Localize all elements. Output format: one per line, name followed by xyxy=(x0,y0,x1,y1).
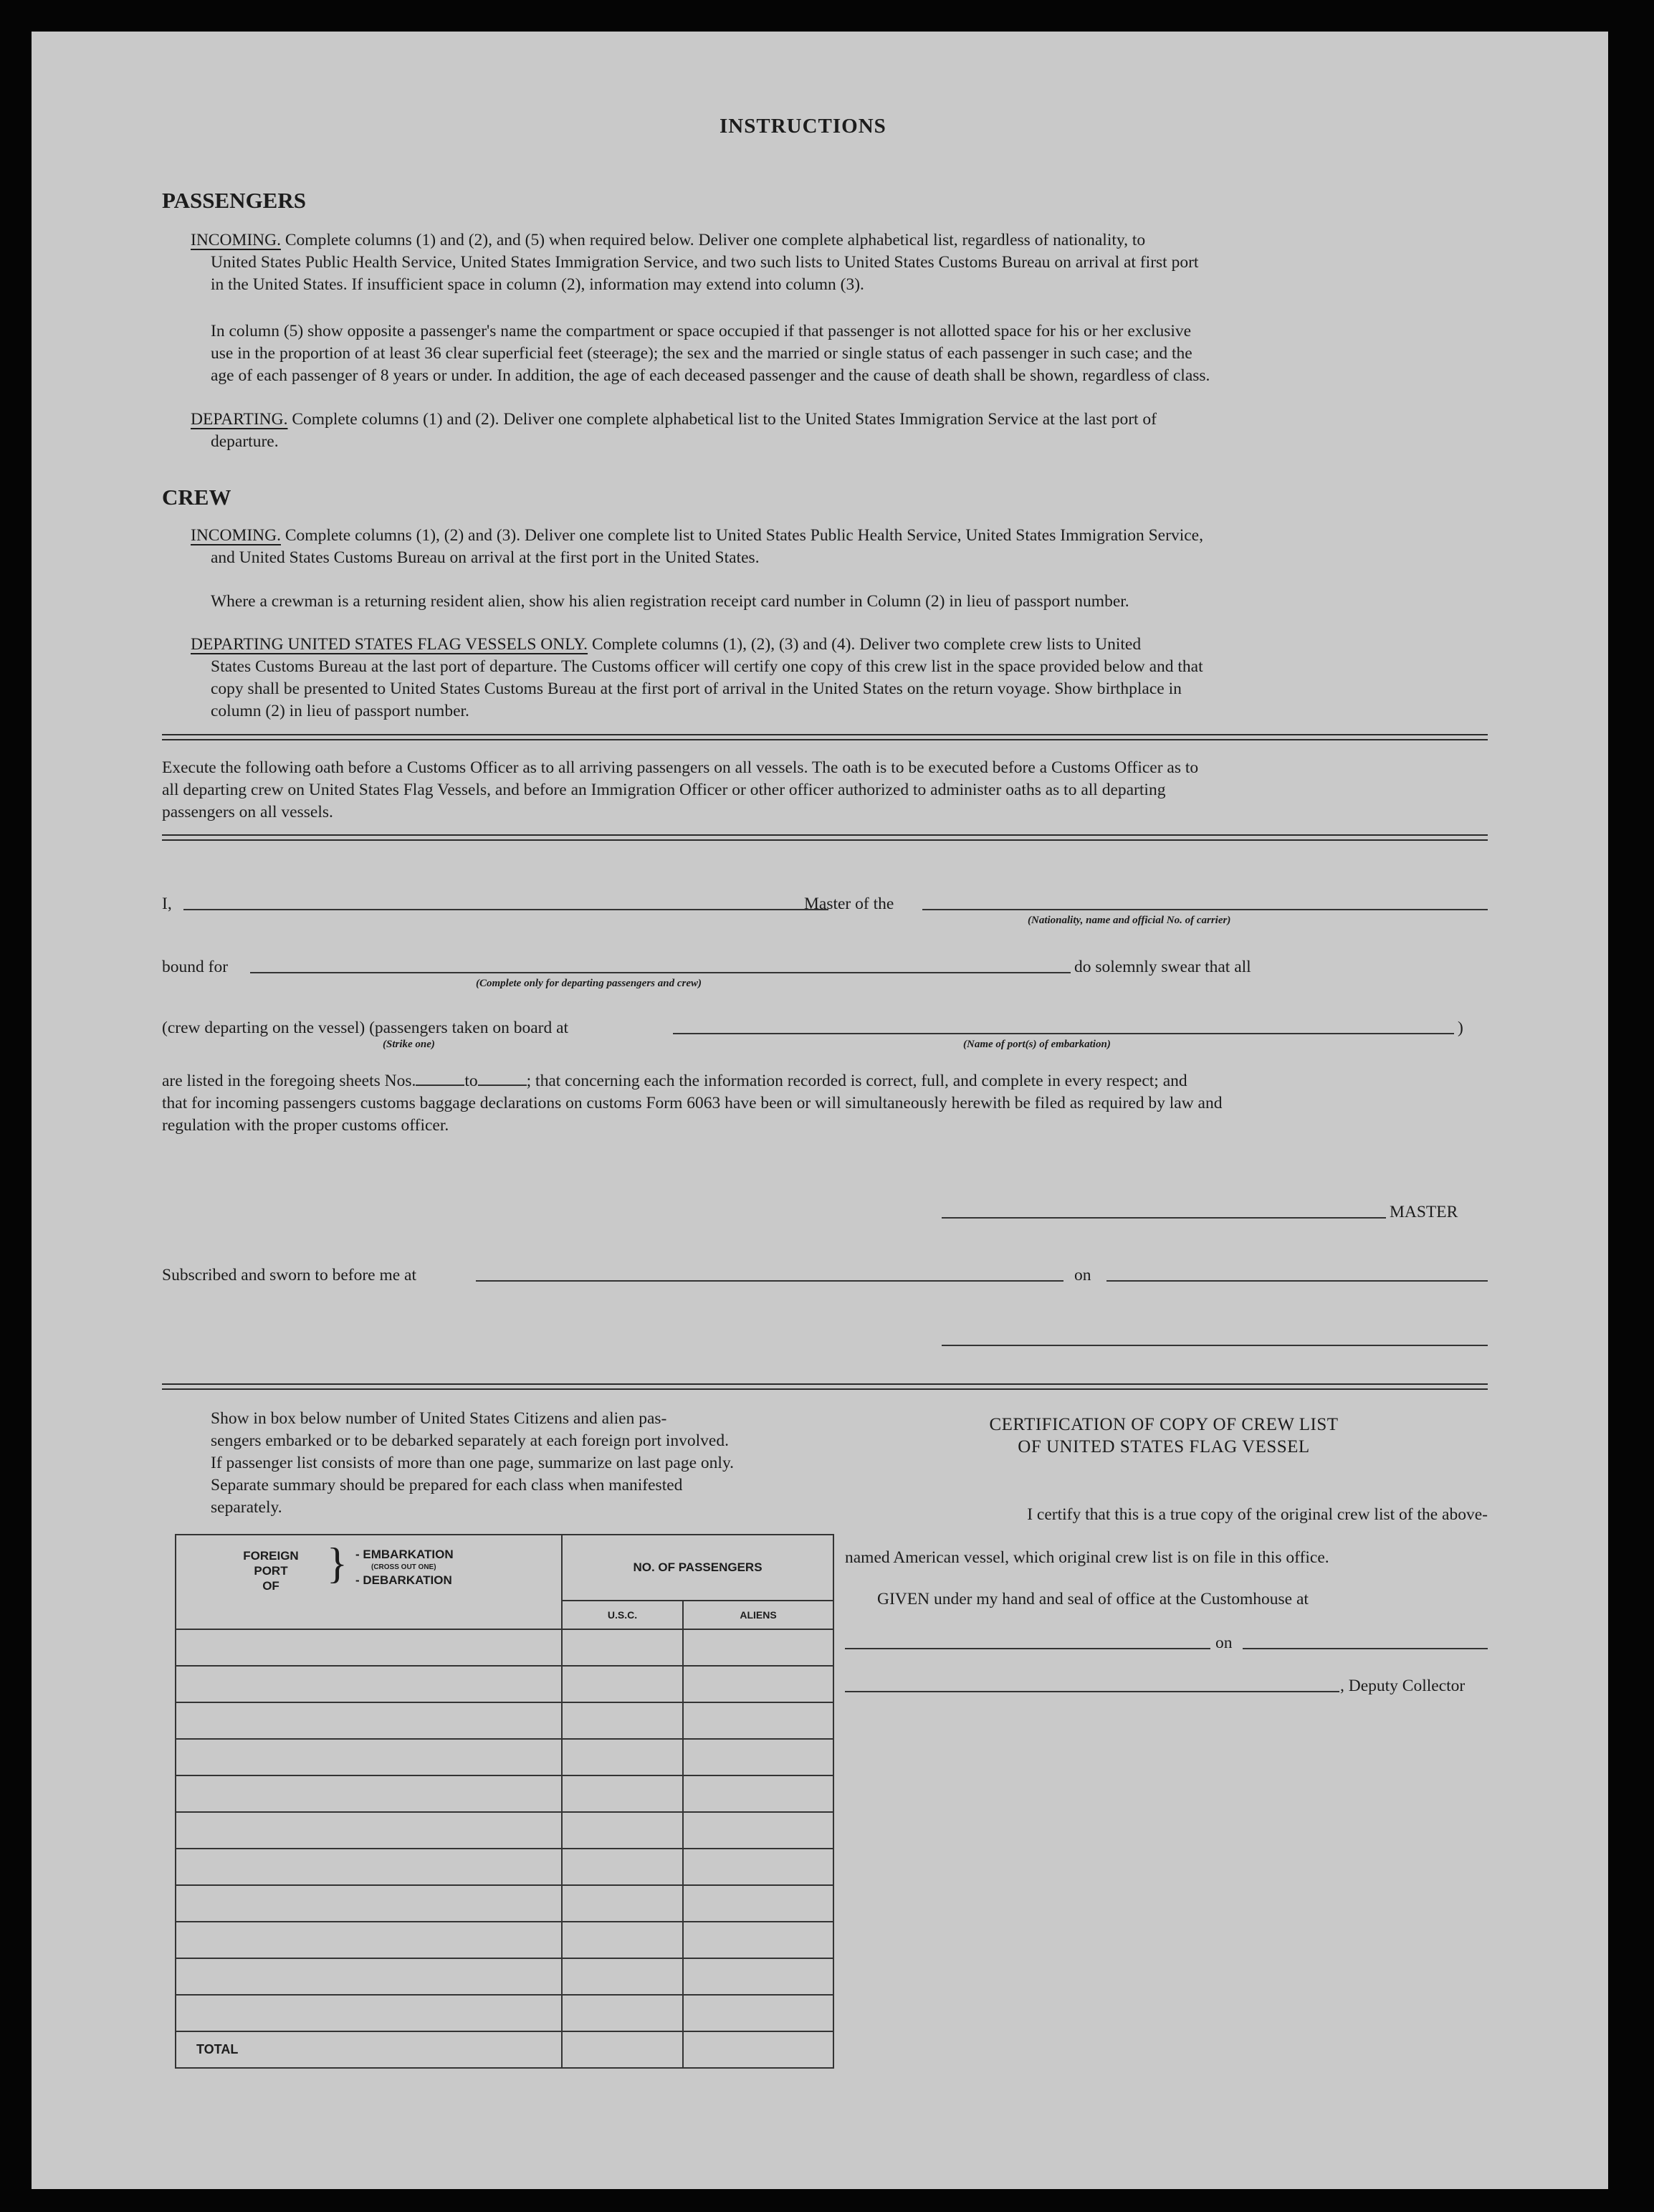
ports-note: (Name of port(s) of embarkation) xyxy=(963,1039,1111,1050)
brace-icon: } xyxy=(327,1540,348,1587)
passengers-heading: PASSENGERS xyxy=(162,188,306,213)
crew-incoming-text-2: and United States Customs Bureau on arrival at the first port in the United States. xyxy=(211,548,760,567)
instructions-title: INSTRUCTIONS xyxy=(720,115,886,138)
section-divider xyxy=(162,734,1488,735)
crew-resident-text: Where a crewman is a returning resident alien, show his alien registration receipt card number in Column (2) in lieu of passport number. xyxy=(211,592,1129,611)
aliens-cell[interactable] xyxy=(683,1995,833,2031)
passengers-departing-line-1 xyxy=(191,409,1157,431)
of-label: OF xyxy=(262,1579,279,1593)
oath-text-1: Execute the following oath before a Customs Officer as to all arriving passengers on all vessels. The oath is to be executed before a Customs Officer as to xyxy=(162,758,1199,777)
section-divider xyxy=(162,1383,1488,1385)
usc-cell[interactable] xyxy=(562,1885,683,1922)
port-cell[interactable] xyxy=(176,1849,562,1885)
port-cell[interactable] xyxy=(176,1629,562,1666)
crew-departing-text-2: States Customs Bureau at the last port of departure. The Customs officer will certify one copy of this crew list in the space provided below and that xyxy=(211,657,1203,676)
summary-text-1: Show in box below number of United States Citizens and alien pas- xyxy=(211,1409,667,1428)
port-cell[interactable] xyxy=(176,1775,562,1812)
no-of-passengers-header: NO. OF PASSENGERS xyxy=(562,1535,833,1601)
crew-departing-label: DEPARTING UNITED STATES FLAG VESSELS ONLY. xyxy=(191,635,588,654)
usc-cell[interactable] xyxy=(562,1775,683,1812)
passengers-departing-label: DEPARTING. xyxy=(191,410,288,429)
crew-heading: CREW xyxy=(162,485,231,510)
port-cell[interactable] xyxy=(176,1812,562,1849)
aliens-cell[interactable] xyxy=(683,1629,833,1666)
officer-signature-field[interactable] xyxy=(942,1345,1488,1346)
aliens-cell[interactable] xyxy=(683,1775,833,1812)
usc-header: U.S.C. xyxy=(562,1601,683,1629)
passenger-summary-table xyxy=(175,1534,834,2069)
subscribed-date-field[interactable] xyxy=(1106,1280,1488,1282)
listed-line-1 xyxy=(162,1070,1187,1092)
close-paren: ) xyxy=(1458,1019,1463,1037)
usc-cell[interactable] xyxy=(562,1958,683,1995)
certification-title-line-2: OF UNITED STATES FLAG VESSEL xyxy=(1018,1437,1310,1457)
master-name-field[interactable] xyxy=(183,909,828,910)
bound-for-field[interactable] xyxy=(250,972,1071,973)
carrier-field[interactable] xyxy=(922,909,1488,910)
crew-incoming-label: INCOMING. xyxy=(191,526,281,545)
aliens-cell[interactable] xyxy=(683,1702,833,1739)
bound-for-label: bound for xyxy=(162,958,229,976)
crew-departing-text-4: column (2) in lieu of passport number. xyxy=(211,702,469,720)
listed-text-1c: ; that concerning each the information recorded is correct, full, and complete in every respect; and xyxy=(526,1072,1187,1090)
aliens-cell[interactable] xyxy=(683,1958,833,1995)
section-divider xyxy=(162,839,1488,841)
strike-one-note: (Strike one) xyxy=(383,1039,435,1050)
certification-title-line-1: CERTIFICATION OF COPY OF CREW LIST xyxy=(989,1415,1339,1434)
port-cell[interactable] xyxy=(176,1885,562,1922)
summary-text-4: Separate summary should be prepared for each class when manifested xyxy=(211,1476,683,1494)
certification-text-2: named American vessel, which original crew list is on file in this office. xyxy=(845,1548,1329,1567)
listed-text-2: that for incoming passengers customs baggage declarations on customs Form 6063 have been or will simultaneously herewith be filed as required by law and xyxy=(162,1094,1223,1112)
aliens-cell[interactable] xyxy=(683,1666,833,1702)
port-cell[interactable] xyxy=(176,1702,562,1739)
sheet-to-field[interactable] xyxy=(478,1084,527,1086)
listed-text-3: regulation with the proper customs officer. xyxy=(162,1116,449,1135)
passengers-departing-text-2: departure. xyxy=(211,432,279,451)
passengers-departing-text-1: Complete columns (1) and (2). Deliver one complete alphabetical list to the United States Immigration Service at the last port of xyxy=(292,410,1157,429)
passengers-incoming-text-2: United States Public Health Service, United States Immigration Service, and two such lists to United States Customs Bureau on arrival at first port xyxy=(211,253,1199,272)
passengers-column5-text-3: age of each passenger of 8 years or under. In addition, the age of each deceased passenger and the cause of death shall be shown, regardless of class. xyxy=(211,366,1210,385)
section-divider xyxy=(162,834,1488,836)
deputy-collector-label: , Deputy Collector xyxy=(1340,1677,1466,1695)
usc-cell[interactable] xyxy=(562,1995,683,2031)
section-divider xyxy=(162,1388,1488,1390)
summary-text-2: sengers embarked or to be debarked separately at each foreign port involved. xyxy=(211,1431,729,1450)
passengers-column5-text-2: use in the proportion of at least 36 clear superficial feet (steerage); the sex and the married or single status of each passenger in such case; and the xyxy=(211,344,1192,363)
debarkation-label: - DEBARKATION xyxy=(355,1573,452,1587)
certification-title xyxy=(877,1414,1450,1458)
port-cell[interactable] xyxy=(176,1666,562,1702)
oath-text-2: all departing crew on United States Flag Vessels, and before an Immigration Officer or other officer authorized to administer oaths as to all departing xyxy=(162,781,1166,799)
crew-incoming-line-1 xyxy=(191,525,1203,547)
passengers-column5-text-1: In column (5) show opposite a passenger's name the compartment or space occupied if that passenger is not allotted space for his or her exclusive xyxy=(211,322,1192,340)
cross-out-label: (CROSS OUT ONE) xyxy=(371,1563,436,1571)
certification-given-text: GIVEN under my hand and seal of office at the Customhouse at xyxy=(877,1590,1309,1608)
customhouse-field[interactable] xyxy=(845,1648,1210,1649)
port-cell[interactable] xyxy=(176,1922,562,1958)
subscribed-place-field[interactable] xyxy=(476,1280,1063,1282)
certification-date-field[interactable] xyxy=(1243,1648,1488,1649)
embarkation-label: - EMBARKATION xyxy=(355,1548,454,1561)
passengers-incoming-text-3: in the United States. If insufficient space in column (2), information may extend into column (3). xyxy=(211,275,864,294)
deputy-collector-field[interactable] xyxy=(845,1691,1339,1692)
total-label: TOTAL xyxy=(176,2031,562,2068)
passengers-incoming-line-1 xyxy=(191,229,1488,252)
usc-total-cell[interactable] xyxy=(562,2031,683,2068)
passengers-incoming-label: INCOMING. xyxy=(191,231,281,249)
oath-i-label: I, xyxy=(162,895,172,913)
oath-text-3: passengers on all vessels. xyxy=(162,803,333,821)
crew-departing-text: (crew departing on the vessel) (passengers taken on board at xyxy=(162,1019,569,1037)
port-label: PORT xyxy=(254,1564,288,1578)
port-cell[interactable] xyxy=(176,1995,562,2031)
aliens-cell[interactable] xyxy=(683,1739,833,1775)
passengers-incoming-text-1: Complete columns (1) and (2), and (5) when required below. Deliver one complete alphabetical list, regardless of nationality, to xyxy=(285,231,1146,249)
subscribed-on-label: on xyxy=(1074,1266,1091,1284)
embarkation-ports-field[interactable] xyxy=(673,1033,1454,1034)
port-cell[interactable] xyxy=(176,1958,562,1995)
complete-only-note: (Complete only for departing passengers and crew) xyxy=(476,978,702,989)
summary-text-5: separately. xyxy=(211,1498,282,1517)
usc-cell[interactable] xyxy=(562,1922,683,1958)
listed-text-1b: to xyxy=(464,1072,478,1090)
listed-text-1a: are listed in the foregoing sheets Nos. xyxy=(162,1072,416,1090)
subscribed-text: Subscribed and sworn to before me at xyxy=(162,1266,417,1284)
aliens-cell[interactable] xyxy=(683,1885,833,1922)
summary-text-3: If passenger list consists of more than one page, summarize on last page only. xyxy=(211,1454,735,1472)
aliens-total-cell[interactable] xyxy=(683,2031,833,2068)
certification-text-1: I certify that this is a true copy of the original crew list of the above- xyxy=(1027,1505,1488,1524)
sheet-from-field[interactable] xyxy=(416,1084,464,1086)
section-divider xyxy=(162,739,1488,740)
port-header-cell xyxy=(176,1535,562,1629)
master-signature-field[interactable] xyxy=(942,1217,1386,1219)
aliens-cell[interactable] xyxy=(683,1849,833,1885)
aliens-cell[interactable] xyxy=(683,1922,833,1958)
usc-cell[interactable] xyxy=(562,1812,683,1849)
master-of-the-label: Master of the xyxy=(804,895,894,913)
nationality-note: (Nationality, name and official No. of carrier) xyxy=(1028,915,1231,926)
aliens-cell[interactable] xyxy=(683,1812,833,1849)
usc-cell[interactable] xyxy=(562,1739,683,1775)
usc-cell[interactable] xyxy=(562,1849,683,1885)
certification-on-label: on xyxy=(1215,1634,1233,1652)
crew-departing-text-3: copy shall be presented to United States Customs Bureau at the first port of arrival in the United States on the return voyage. Show birthplace in xyxy=(211,680,1182,698)
crew-departing-text-1: Complete columns (1), (2), (3) and (4). Deliver two complete crew lists to United xyxy=(591,635,1142,654)
master-signature-label: MASTER xyxy=(1390,1203,1458,1221)
usc-cell[interactable] xyxy=(562,1666,683,1702)
solemnly-swear-text: do solemnly swear that all xyxy=(1074,958,1251,976)
usc-cell[interactable] xyxy=(562,1629,683,1666)
form-sheet xyxy=(32,32,1608,2189)
foreign-label: FOREIGN xyxy=(243,1549,299,1563)
port-cell[interactable] xyxy=(176,1739,562,1775)
crew-departing-line-1 xyxy=(191,634,1141,656)
usc-cell[interactable] xyxy=(562,1702,683,1739)
crew-incoming-text-1: Complete columns (1), (2) and (3). Deliver one complete list to United States Public Health Service, United States Immigration Service, xyxy=(285,526,1203,545)
aliens-header: ALIENS xyxy=(683,1601,833,1629)
